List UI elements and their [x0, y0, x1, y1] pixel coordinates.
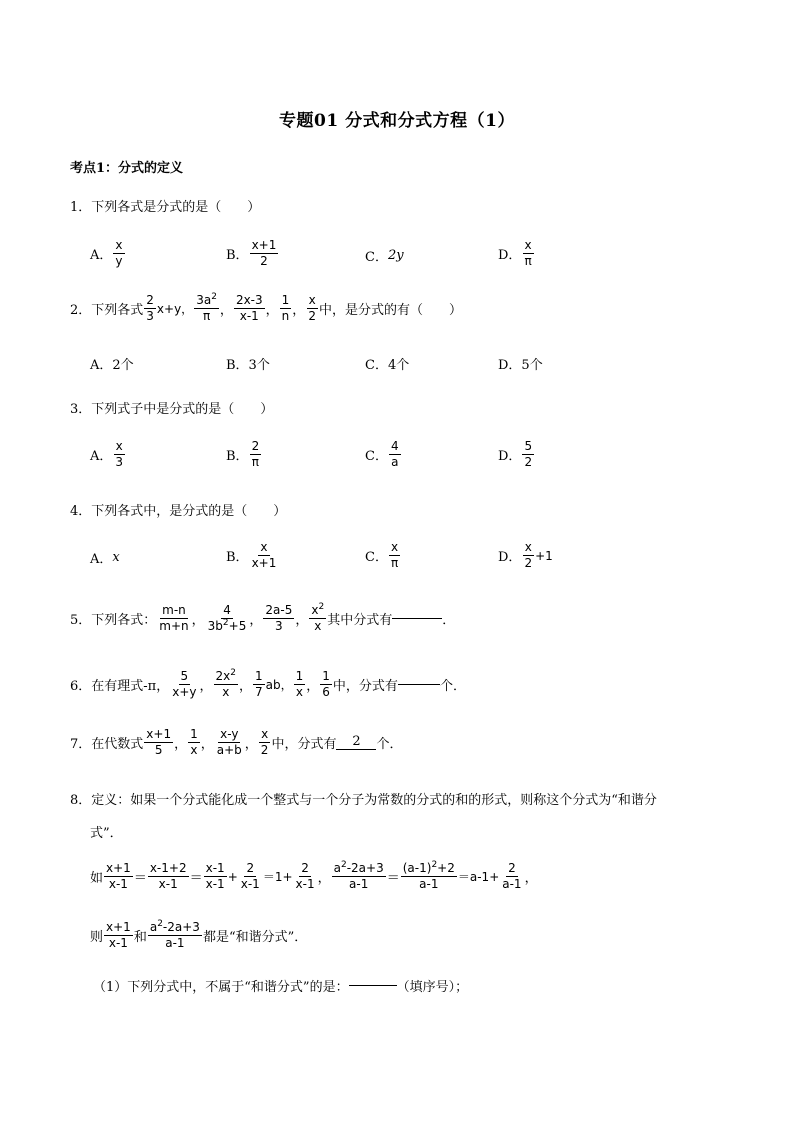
- option-label: B．: [226, 248, 249, 263]
- question-4-stem: 4．下列各式中，是分式的是（ ）: [70, 504, 287, 519]
- fraction: $\frac{x}{\pi}$: [524, 238, 532, 268]
- q1-option-b[interactable]: [226, 238, 279, 269]
- answer-blank[interactable]: 2: [336, 735, 376, 750]
- question-3-stem: 3．下列式子中是分式的是（ ）: [70, 402, 274, 417]
- fraction: $\frac{x}{y}$: [115, 238, 123, 268]
- question-6-stem: 6．在有理式-π， $\frac{5}{x+y}$ ， $\frac{2x^2}{x}$ ， $\frac{1}{7}$ ab， $\frac{1}{x}$ ， $\frac{1}{6}$ 中，分式有 个．: [70, 668, 466, 699]
- q2-option-c[interactable]: C．4个: [365, 358, 410, 373]
- q2-option-a[interactable]: A．2个: [90, 358, 134, 373]
- fraction: $\frac{x+1}{2}$: [251, 238, 277, 268]
- page-title: 专题01 分式和分式方程（1）: [279, 111, 515, 131]
- q1-option-c[interactable]: [365, 246, 404, 265]
- q8-sub-question-1: （1）下列分式中，不属于“和谐分式”的是： （填序号）；: [93, 980, 469, 995]
- question-2-stem: 2．下列各式 $\frac{2}{3}$ x+y， $\frac{3a^2}{\pi}$ ， $\frac{2x-3}{x-1}$ ， $\frac{1}{n}$ ， $\frac{x}{2}$ 中，是分式的有（ ）: [70, 292, 462, 323]
- section-heading: 考点1：分式的定义: [70, 161, 184, 176]
- q4-option-b[interactable]: B． $\frac{x}{x+1}$: [226, 540, 277, 570]
- expression: 2y: [387, 248, 404, 263]
- q4-option-a[interactable]: A． x: [90, 550, 120, 567]
- q3-option-d[interactable]: D． $\frac{5}{2}$: [498, 439, 533, 469]
- question-8-line-2: 式”．: [90, 826, 123, 841]
- q1-option-d[interactable]: [498, 238, 535, 269]
- question-7-stem: 7．在代数式 $\frac{x+1}{5}$ ， $\frac{1}{x}$ ， $\frac{x-y}{a+b}$ ， $\frac{x}{2}$ 中，分式有 2 个．: [70, 727, 403, 757]
- q8-example: 如 $\frac{x+1}{x-1}$ ＝ $\frac{x-1+2}{x-1}$ ＝ $\frac{x-1}{x-1}$ + $\frac{2}{x-1}$ ＝1+ $\frac{2}{x-1}$ ， $\frac{a^2-2a+3}{a-1}$ ＝ $\frac{(a-1)^2+2}{a-1}$ ＝a-1+ $\frac{2}{a-1}$ ，: [90, 860, 538, 891]
- q2-option-b[interactable]: B．3个: [226, 358, 270, 373]
- q8-then: 则 $\frac{x+1}{x-1}$ 和 $\frac{a^2-2a+3}{a-1}$ 都是“和谐分式”．: [90, 919, 308, 950]
- answer-blank[interactable]: [398, 684, 440, 685]
- option-label: D．: [498, 248, 522, 263]
- q4-option-d[interactable]: D． $\frac{x}{2}$ +1: [498, 540, 553, 570]
- answer-blank[interactable]: [392, 618, 442, 619]
- q3-option-c[interactable]: C． $\frac{4}{a}$: [365, 439, 399, 469]
- option-label: C．: [365, 250, 388, 265]
- q3-option-b[interactable]: B． $\frac{2}{\pi}$: [226, 439, 260, 469]
- question-5-stem: 5．下列各式： $\frac{m-n}{m+n}$ ， $\frac{4}{3b^2+5}$ ， $\frac{2a-5}{3}$ ， $\frac{x^2}{x}$ 其中分式有 ．: [70, 602, 456, 633]
- q2-option-d[interactable]: D．5个: [498, 358, 543, 373]
- q4-option-c[interactable]: C． $\frac{x}{\pi}$: [365, 540, 399, 570]
- question-1-stem: 1．下列各式是分式的是（ ）: [70, 200, 261, 215]
- question-8-line-1: 8．定义：如果一个分式能化成一个整式与一个分子为常数的分式的和的形式，则称这个分式为“和谐分: [70, 793, 657, 808]
- option-label: A．: [90, 248, 113, 263]
- answer-blank[interactable]: [349, 985, 397, 986]
- q1-option-a[interactable]: [90, 238, 126, 269]
- q3-option-a[interactable]: A． $\frac{x}{3}$: [90, 439, 124, 469]
